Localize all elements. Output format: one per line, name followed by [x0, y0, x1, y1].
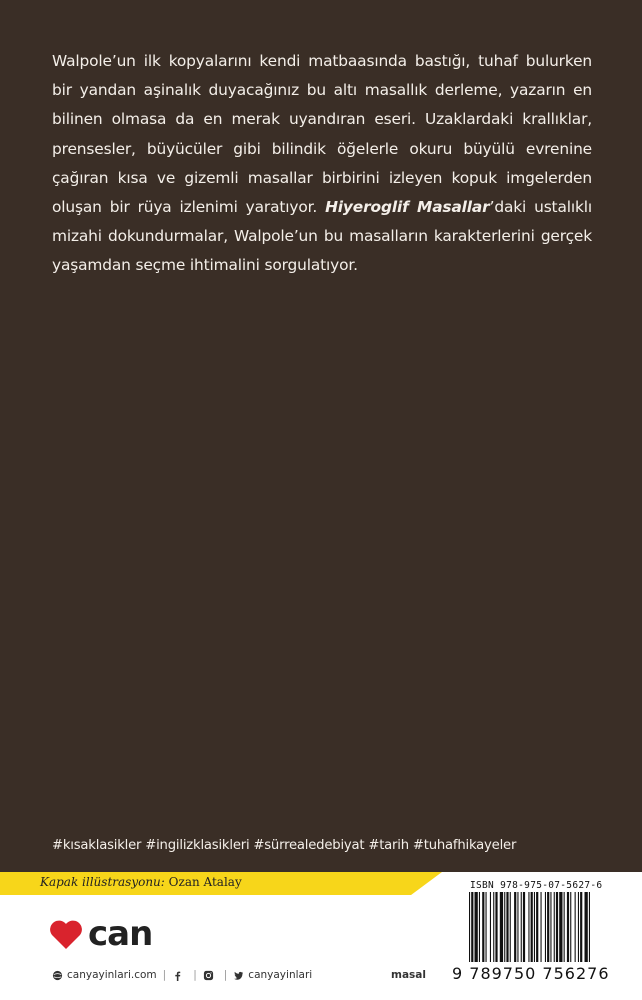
barcode: [467, 878, 595, 978]
blurb-part-1: Walpole’un ilk kopyalarını kendi matbaasında bastığı, tuhaf bulurken bir yandan aşinalık duyacağınız bu altı masallık derleme, yazarın en bilinen olmasa da en merak uyandıran eseri. Uzaklardaki krallıklar, prensesler, büyücüler gibi bilindik öğelerle okuru büyülü evrenine çağıran kısa ve gizemli masallar birbirini izleyen kopuk imgelerden oluşan bir rüya izlenimi yaratıyor.: [52, 52, 592, 217]
divider: |: [162, 969, 167, 981]
blurb-text: [52, 47, 592, 281]
website-link[interactable]: canyayinlari.com: [67, 969, 157, 981]
globe-icon: [52, 970, 63, 981]
isbn-digits: 9 789750 756276: [452, 964, 610, 983]
footer-bar: [52, 966, 426, 984]
genre-label: masal: [391, 969, 426, 981]
logo-wordmark: can: [88, 914, 153, 954]
twitter-icon[interactable]: [233, 970, 244, 981]
heart-icon: [48, 917, 84, 951]
credit-label: Kapak illüstrasyonu:: [40, 875, 165, 889]
credit-name: Ozan Atalay: [168, 875, 242, 889]
book-title: Hiyeroglif Masallar: [325, 198, 490, 217]
instagram-icon[interactable]: [203, 970, 214, 981]
facebook-icon[interactable]: [172, 970, 183, 981]
illustration-credit: [40, 875, 242, 889]
publisher-logo: [48, 914, 152, 954]
isbn-label: ISBN 978-975-07-5627-6: [470, 880, 603, 891]
divider: |: [193, 969, 197, 981]
blurb-part-2: ’daki ustalıklı mizahi dokundurmalar, Walpole’un bu masalların karakterlerini gerçek yaşamdan seçme ihtimalini sorgulatıyor.: [52, 198, 592, 275]
hashtags: #kısaklasikler #ingilizklasikleri #sürrealedebiyat #tarih #tuhafhikayeler: [52, 838, 517, 853]
social-handle[interactable]: canyayinlari: [248, 969, 313, 981]
divider: |: [223, 969, 228, 981]
